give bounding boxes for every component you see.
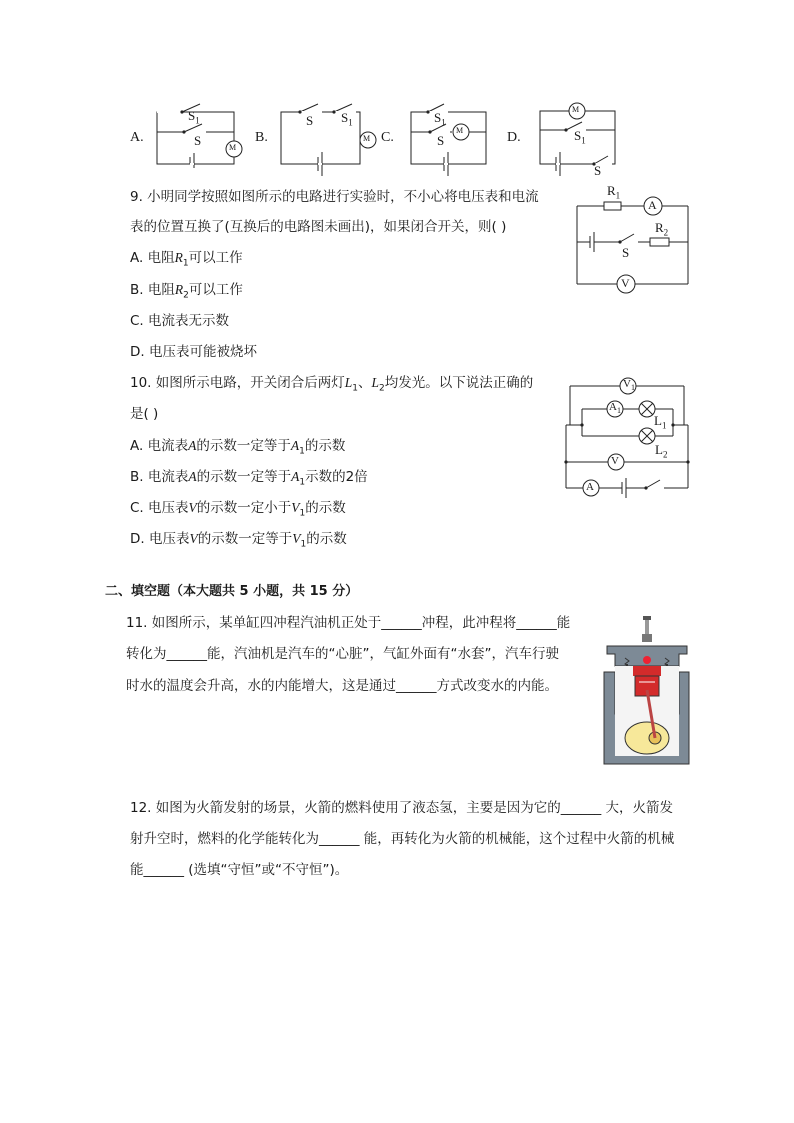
q10-stem-line2: 是( ): [130, 406, 159, 422]
q11-line1: 11. 如图所示，某单缸四冲程汽油机正处于______冲程，此冲程将______能: [126, 615, 571, 631]
fig-a-s-label: S: [194, 133, 202, 148]
fig-c-s1-label: $S_1$: [434, 110, 446, 128]
option-b-label: B.: [255, 130, 268, 145]
q10-fig-v1-label: $V_1$: [623, 378, 635, 393]
q9-option-a: A. 电阻$R_1$可以工作: [130, 250, 243, 269]
section-title: 二、填空题（本大题共 5 小题，共 15 分）: [105, 584, 359, 599]
q10-option-b: B. 电流表A的示数一定等于$A_1$示数的2倍: [130, 469, 368, 488]
q9-circuit-figure: [570, 180, 695, 295]
q12-line2: 射升空时，燃料的化学能转化为______ 能，再转化为火箭的机械能，这个过程中火箭的机械: [130, 831, 675, 847]
fig-b-motor-label: M: [363, 134, 371, 143]
q10-option-c: C. 电压表V的示数一定小于$V_1$的示数: [130, 500, 346, 519]
fig-c-s-label: S: [437, 133, 445, 148]
fig-a-s1-label: $S_1$: [188, 108, 200, 126]
q9-fig-r1-label: $R_1$: [607, 183, 621, 201]
q12-line1: 12. 如图为火箭发射的场景，火箭的燃料使用了液态氢，主要是因为它的______ 大，火箭发: [130, 800, 674, 816]
q9-fig-voltmeter-label: V: [621, 276, 630, 290]
q9-stem-line2: 表的位置互换了(互换后的电路图未画出)，如果闭合开关，则( ): [130, 219, 507, 235]
q11-line3: 时水的温度会升高，水的内能增大，这是通过______方式改变水的内能。: [126, 678, 558, 694]
fig-c-motor-label: M: [456, 126, 464, 135]
q10-fig-l2-label: $L_2$: [655, 442, 668, 460]
q10-fig-l1-label: $L_1$: [654, 413, 667, 431]
q9-fig-switch-label: S: [622, 245, 630, 260]
q9-option-c: C. 电流表无示数: [130, 313, 230, 329]
q9-stem-line1: 9. 小明同学按照如图所示的电路进行实验时，不小心将电压表和电流: [130, 189, 539, 205]
q10-fig-v-label: V: [611, 455, 619, 467]
q10-fig-a-label: A: [586, 481, 594, 493]
fig-a-motor-label: M: [229, 143, 237, 152]
option-c-label: C.: [381, 130, 394, 145]
fig-d-motor-label: M: [572, 105, 580, 114]
q9-option-b: B. 电阻$R_2$可以工作: [130, 282, 243, 301]
option-circuits-figure: [0, 0, 794, 185]
q9-option-d: D. 电压表可能被烧坏: [130, 344, 257, 360]
q10-fig-a1-label: $A_1$: [609, 401, 621, 416]
q10-option-d: D. 电压表V的示数一定等于$V_1$的示数: [130, 531, 347, 550]
fig-d-s-label: S: [594, 163, 602, 178]
q9-fig-ammeter-label: A: [648, 198, 657, 212]
q10-stem-line1: 10. 如图所示电路，开关闭合后两灯$L_1$、$L_2$均发光。以下说法正确的: [130, 375, 534, 394]
option-a-label: A.: [130, 130, 144, 145]
fig-b-s-label: S: [306, 113, 314, 128]
option-d-label: D.: [507, 130, 521, 145]
q11-line2: 转化为______能，汽油机是汽车的“心脏”，气缸外面有“水套”，汽车行驶: [126, 646, 559, 662]
q12-line3: 能______ (选填“守恒”或“不守恒”)。: [130, 862, 349, 878]
q11-engine-figure: [599, 614, 694, 772]
fig-d-s1-label: $S_1$: [574, 128, 586, 146]
q10-option-a: A. 电流表A的示数一定等于$A_1$的示数: [130, 438, 346, 457]
fig-b-s1-label: $S_1$: [341, 110, 353, 128]
q9-fig-r2-label: $R_2$: [655, 220, 669, 238]
